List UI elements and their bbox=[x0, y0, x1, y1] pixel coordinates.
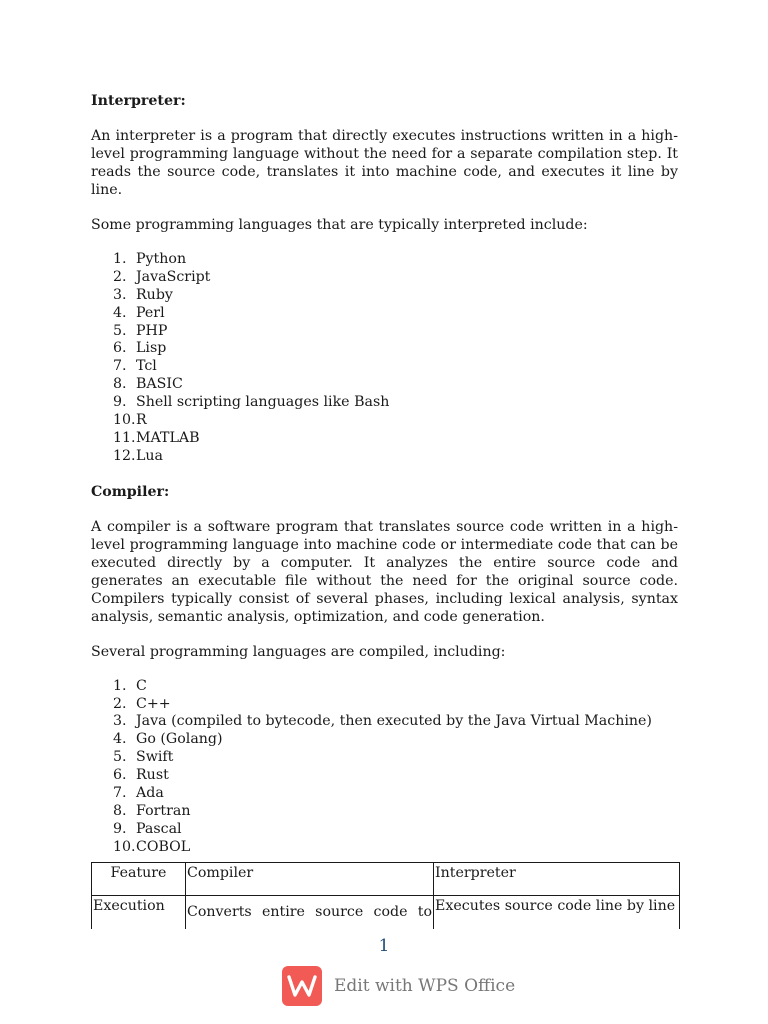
list-item bbox=[91, 305, 678, 323]
list-text: Ruby bbox=[136, 286, 173, 303]
list-text: Rust bbox=[136, 767, 169, 784]
document-page bbox=[91, 92, 678, 857]
list-number: 4. bbox=[113, 731, 127, 748]
list-item bbox=[91, 269, 678, 287]
table-header-row bbox=[92, 863, 680, 896]
list-item bbox=[91, 767, 678, 785]
page-number: 1 bbox=[378, 936, 390, 956]
list-text: Python bbox=[136, 251, 187, 267]
list-item bbox=[91, 448, 678, 466]
list-item bbox=[91, 358, 678, 376]
list-item bbox=[91, 430, 678, 448]
list-number: 10. bbox=[113, 838, 136, 855]
list-number: 7. bbox=[113, 358, 127, 375]
list-item bbox=[91, 412, 678, 430]
list-text: Ada bbox=[136, 785, 164, 802]
list-number: 6. bbox=[113, 340, 127, 357]
list-item bbox=[91, 376, 678, 394]
interpreter-list-intro: Some programming languages that are typically interpreted include: bbox=[91, 217, 588, 233]
list-text: BASIC bbox=[136, 376, 183, 393]
list-number: 2. bbox=[113, 268, 127, 285]
compiler-paragraph: A compiler is a software program that translates source code written in a high-level programming language into machine code or intermediate code that can be executed directly by a computer. It analyzes the entire source code and generates an executable file without the need for the original source code. Compilers typically consist of several phases, including lexical analysis, syntax analysis, semantic analysis, optimization, and code generation. bbox=[91, 518, 678, 625]
list-number: 3. bbox=[113, 713, 127, 730]
list-number: 5. bbox=[113, 322, 127, 339]
list-number: 6. bbox=[113, 767, 127, 784]
list-item bbox=[91, 340, 678, 358]
list-item bbox=[91, 287, 678, 305]
interpreter-paragraph: An interpreter is a program that directly executes instructions written in a high-level programming language without the need for a separate compilation step. It reads the source code, translates it into machine code, and executes it line by line. bbox=[91, 128, 678, 198]
list-text: C bbox=[136, 677, 147, 694]
list-number: 10. bbox=[113, 412, 136, 429]
list-text: Go (Golang) bbox=[136, 731, 223, 748]
list-text: R bbox=[136, 412, 147, 429]
compiler-list-intro: Several programming languages are compiled, including: bbox=[91, 643, 506, 660]
interpreter-heading: Interpreter: bbox=[91, 93, 186, 109]
list-item bbox=[91, 251, 678, 269]
table-cell: Executes source code line by line bbox=[434, 896, 680, 937]
list-number: 8. bbox=[113, 376, 127, 393]
list-item bbox=[91, 323, 678, 341]
list-item bbox=[91, 678, 678, 696]
list-text: Shell scripting languages like Bash bbox=[136, 394, 390, 411]
list-number: 9. bbox=[113, 394, 127, 411]
list-text: JavaScript bbox=[136, 268, 211, 285]
table-cell: Converts entire source code to bbox=[186, 896, 434, 937]
list-text: Tcl bbox=[136, 358, 157, 375]
list-text: Lua bbox=[136, 447, 164, 464]
list-item bbox=[91, 749, 678, 767]
list-number: 7. bbox=[113, 785, 127, 802]
list-number: 4. bbox=[113, 304, 127, 321]
list-number: 8. bbox=[113, 802, 127, 819]
list-text: Swift bbox=[136, 749, 174, 766]
compiler-language-list bbox=[91, 678, 678, 857]
wps-edit-label: Edit with WPS Office bbox=[334, 976, 516, 996]
list-text: Java (compiled to bytecode, then executed by the Java Virtual Machine) bbox=[136, 713, 652, 730]
list-text: C++ bbox=[136, 695, 171, 712]
wps-w-glyph bbox=[287, 973, 317, 999]
list-text: Fortran bbox=[136, 802, 191, 819]
table-header-cell: Feature bbox=[92, 863, 186, 896]
table-header-cell: Interpreter bbox=[434, 863, 680, 896]
list-item bbox=[91, 731, 678, 749]
list-text: Pascal bbox=[136, 820, 182, 837]
list-text: COBOL bbox=[136, 838, 191, 855]
compiler-heading: Compiler: bbox=[91, 483, 170, 500]
list-item bbox=[91, 785, 678, 803]
wps-edit-banner[interactable] bbox=[282, 964, 515, 1008]
list-text: PHP bbox=[136, 322, 168, 339]
list-item bbox=[91, 821, 678, 839]
list-number: 3. bbox=[113, 286, 127, 303]
list-number: 9. bbox=[113, 820, 127, 837]
interpreter-language-list bbox=[91, 251, 678, 466]
list-item bbox=[91, 803, 678, 821]
list-number: 12. bbox=[113, 447, 136, 464]
list-number: 1. bbox=[113, 251, 127, 267]
comparison-table bbox=[91, 862, 680, 937]
list-text: Perl bbox=[136, 304, 165, 321]
list-item bbox=[91, 839, 678, 857]
list-number: 2. bbox=[113, 695, 127, 712]
list-number: 11. bbox=[113, 429, 136, 446]
list-text: MATLAB bbox=[136, 429, 200, 446]
wps-logo-icon bbox=[282, 966, 322, 1006]
list-number: 1. bbox=[113, 677, 127, 694]
list-text: Lisp bbox=[136, 340, 167, 357]
list-item bbox=[91, 713, 678, 731]
list-item bbox=[91, 696, 678, 714]
table-header-cell: Compiler bbox=[186, 863, 434, 896]
list-item bbox=[91, 394, 678, 412]
list-number: 5. bbox=[113, 749, 127, 766]
table-cell: Execution bbox=[92, 896, 186, 937]
